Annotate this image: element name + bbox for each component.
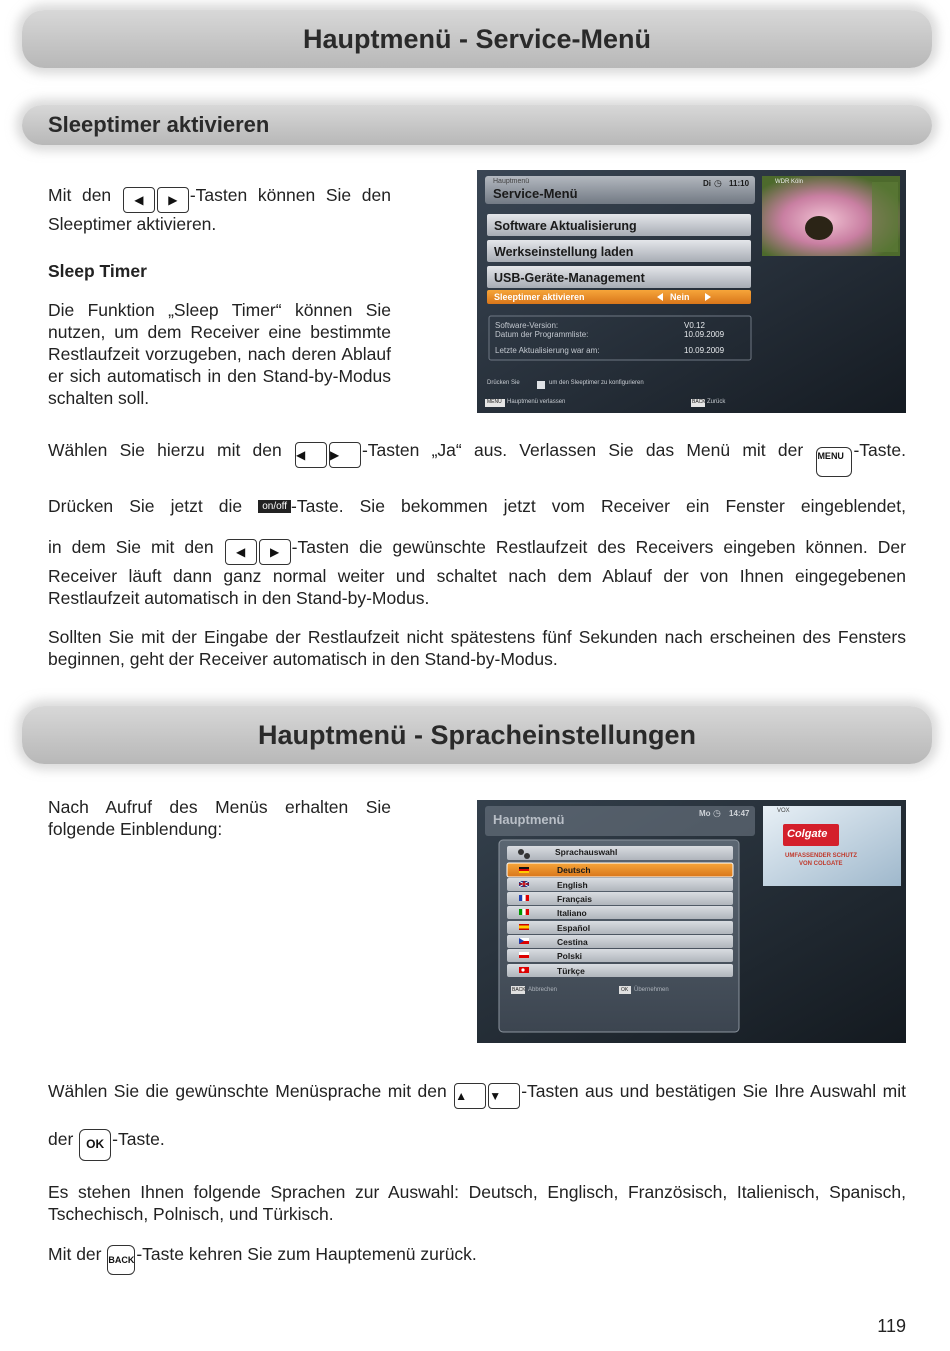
text-fragment: in dem Sie mit den <box>48 537 214 557</box>
section-banner-language-settings <box>22 706 932 764</box>
right-arrow-key-icon: ▶ <box>329 442 361 468</box>
screen2-day: Mo <box>699 809 711 818</box>
screen1-time: 11:10 <box>729 179 750 188</box>
flag-de-icon <box>519 867 529 873</box>
text-fragment: -Tasten die gewünschte Restlaufzeit des Receivers eingeben können. Der Receiver läuft dann ganz normal weiter und schaltet nach dem Ablauf der von Ihnen eingegebenen Restlaufzeit automatisch in den Stand-by-Modus. <box>48 537 906 608</box>
screen1-hint-pre: Drücken Sie <box>487 380 520 386</box>
paragraph-timeout: Sollten Sie mit der Eingabe der Restlaufzeit nicht spätestens fünf Sekunden nach erscheinen des Fensters beginnen, geht der Receiver automatisch in den Stand-by-Modus. <box>48 627 906 669</box>
paragraph-back-to-main <box>48 1243 906 1275</box>
sleeptimer-value[interactable]: Nein <box>670 292 690 302</box>
left-arrow-key-icon: ◀ <box>123 187 155 213</box>
info-value-last-update: 10.09.2009 <box>684 346 725 355</box>
info-label-last-update: Letzte Aktualisierung war am: <box>495 346 600 355</box>
screen2-channel: VOX <box>777 808 790 814</box>
up-arrow-key-icon: ▲ <box>454 1083 486 1109</box>
language-item-turkce[interactable]: Türkçe <box>557 966 585 976</box>
onoff-key-icon: on/off <box>258 500 291 513</box>
flag-pl-icon <box>519 952 529 958</box>
text-fragment: Mit der <box>48 1244 102 1264</box>
menu-item-usb-management[interactable]: USB-Geräte-Management <box>494 271 645 285</box>
screen1-channel: WDR Köln <box>775 179 804 185</box>
paragraph-enter-runtime <box>48 536 906 609</box>
screen2-footer-apply: Übernehmen <box>634 987 669 993</box>
text-fragment: Drücken Sie jetzt die <box>48 496 243 516</box>
language-item-polski[interactable]: Polski <box>557 951 583 961</box>
right-arrow-key-icon: ▶ <box>259 539 291 565</box>
screen2-title: Hauptmenü <box>493 812 565 827</box>
menu-item-factory-reset[interactable]: Werkseinstellung laden <box>494 245 634 259</box>
info-value-program-list-date: 10.09.2009 <box>684 330 725 339</box>
menu-key-icon: MENU <box>816 447 852 477</box>
subsection-banner-sleeptimer <box>22 105 932 145</box>
screen1-hint-post: um den Sleeptimer zu konfigurieren <box>549 380 644 386</box>
screen1-day: Di <box>703 179 711 188</box>
flag-es-icon <box>519 924 529 930</box>
flag-it-icon <box>519 909 529 915</box>
clock-icon: ◷ <box>714 178 722 188</box>
section-title: Hauptmenü - Service-Menü <box>302 24 652 54</box>
language-item-cestina[interactable]: Cestina <box>557 937 588 947</box>
subsection-title: Sleeptimer aktivieren <box>48 112 270 137</box>
screen1-footer-back: Zurück <box>707 399 726 405</box>
screen2-time: 14:47 <box>729 809 750 818</box>
text-fragment: -Taste. <box>853 440 906 460</box>
text-fragment: -Tasten können Sie den Sleeptimer aktivieren. <box>48 185 391 234</box>
paragraph-press-onoff <box>48 495 906 517</box>
service-menu-screenshot <box>477 170 906 413</box>
down-arrow-key-icon: ▼ <box>488 1083 520 1109</box>
clock-icon: ◷ <box>713 808 721 818</box>
back-key-icon: BACK <box>107 1245 135 1275</box>
ok-key-icon: OK <box>79 1129 111 1161</box>
paragraph-language-intro: Nach Aufruf des Menüs erhalten Sie folgende Einblendung: <box>48 797 391 839</box>
text-fragment: -Tasten „Ja“ aus. Verlassen Sie das Menü mit der <box>361 440 804 460</box>
menu-item-sleeptimer[interactable]: Sleeptimer aktivieren <box>494 292 585 302</box>
ad-brand: Colgate <box>787 828 828 840</box>
text-fragment: der <box>48 1129 74 1149</box>
language-list-title: Sprachauswahl <box>555 847 618 857</box>
section-banner-service-menu <box>22 10 932 68</box>
flag-tr-icon <box>519 967 529 973</box>
paragraph-select-language <box>48 1080 906 1109</box>
right-arrow-key-icon: ▶ <box>157 187 189 213</box>
ok-key-icon: OK <box>621 987 629 993</box>
screen1-title: Service-Menü <box>493 186 578 201</box>
paragraph-sleeptimer-intro <box>48 184 391 235</box>
text-fragment: -Taste kehren Sie zum Hauptemenü zurück. <box>136 1244 477 1264</box>
sleep-timer-heading: Sleep Timer <box>48 261 147 281</box>
screen1-breadcrumb: Hauptmenü <box>493 178 530 185</box>
language-menu-screenshot <box>477 800 906 1043</box>
text-fragment: -Taste. Sie bekommen jetzt vom Receiver ein Fenster eingeblendet, <box>291 496 906 516</box>
paragraph-select-yes <box>48 439 906 477</box>
info-value-software-version: V0.12 <box>684 321 705 330</box>
flag-uk-icon <box>519 881 529 887</box>
language-item-deutsch[interactable]: Deutsch <box>557 865 591 875</box>
screen2-footer-cancel: Abbrechen <box>528 987 558 993</box>
back-key-icon: BACK <box>512 987 526 993</box>
menu-item-software-update[interactable]: Software Aktualisierung <box>494 219 637 233</box>
text-fragment: -Taste. <box>112 1129 165 1149</box>
back-key-icon: BACK <box>692 399 706 405</box>
left-arrow-key-icon: ◀ <box>295 442 327 468</box>
paragraph-confirm-ok <box>48 1128 906 1161</box>
text-fragment: Wählen Sie hierzu mit den <box>48 440 282 460</box>
ad-text-line1: UMFASSENDER SCHUTZ <box>785 853 858 859</box>
info-label-program-list-date: Datum der Programmliste: <box>495 330 589 339</box>
language-item-english[interactable]: English <box>557 880 588 890</box>
text-fragment: -Tasten aus und bestätigen Sie Ihre Auswahl mit <box>521 1081 906 1101</box>
left-arrow-key-icon: ◀ <box>225 539 257 565</box>
language-menu-screen-art <box>477 800 906 1043</box>
text-fragment: Mit den <box>48 185 112 205</box>
info-label-software-version: Software-Version: <box>495 321 559 330</box>
ad-text-line2: VON COLGATE <box>799 861 843 867</box>
flag-fr-icon <box>519 895 529 901</box>
language-item-francais[interactable]: Français <box>557 894 592 904</box>
language-item-italiano[interactable]: Italiano <box>557 908 587 918</box>
paragraph-available-languages: Es stehen Ihnen folgende Sprachen zur Auswahl: Deutsch, Englisch, Französisch, Italienisch, Spanisch, Tschechisch, Polnisch, und Türkisch. <box>48 1182 906 1224</box>
section-title: Hauptmenü - Spracheinstellungen <box>257 720 697 750</box>
flag-cz-icon <box>519 938 529 944</box>
page-number: 119 <box>877 1316 906 1336</box>
menu-key-icon: MENU <box>487 399 502 405</box>
text-fragment: Wählen Sie die gewünschte Menüsprache mit den <box>48 1081 447 1101</box>
screen1-footer-exit: Hauptmenü verlassen <box>507 399 566 405</box>
language-item-espanol[interactable]: Español <box>557 923 591 933</box>
paragraph-sleeptimer-description: Die Funktion „Sleep Timer“ können Sie nutzen, um dem Receiver eine bestimmte Restlaufzeit vorzugeben, nach deren Ablauf er sich automatisch in den Stand-by-Modus schalten soll. <box>48 300 391 408</box>
